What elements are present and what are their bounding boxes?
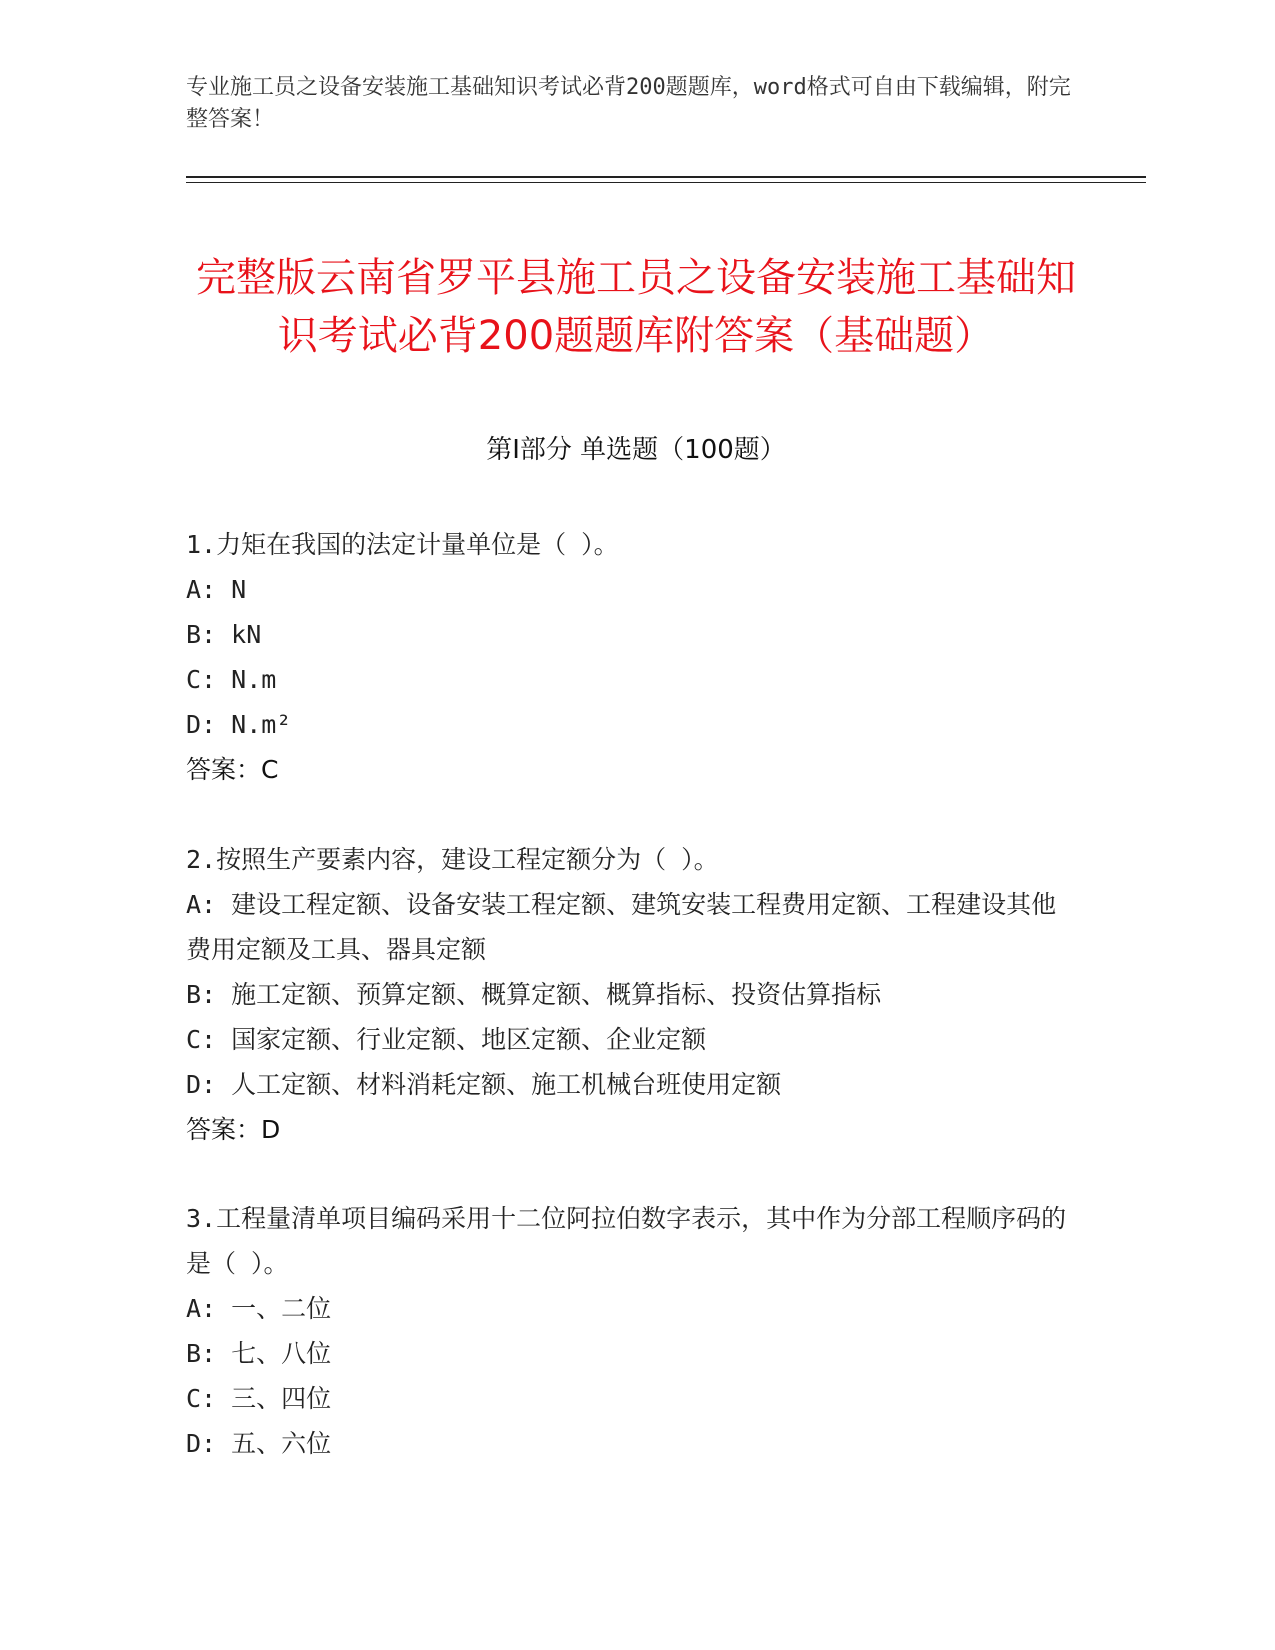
option-d: D: 人工定额、材料消耗定额、施工机械台班使用定额 (186, 1070, 782, 1099)
answer: 答案：C (186, 755, 279, 784)
option-b: B: 七、八位 (186, 1339, 332, 1368)
answer: 答案：D (186, 1115, 281, 1144)
option-b: B: kN (186, 620, 262, 649)
option-b: B: 施工定额、预算定额、概算定额、概算指标、投资估算指标 (186, 980, 882, 1009)
header-note: 专业施工员之设备安装施工基础知识考试必背200题题库，word格式可自由下载编辑，附完整答案！ (186, 75, 1071, 132)
header-divider-thick (186, 176, 1146, 178)
question-stem: 1.力矩在我国的法定计量单位是（ ）。 (186, 530, 619, 559)
question-1 (186, 522, 1076, 792)
option-a: A: 建设工程定额、设备安装工程定额、建筑安装工程费用定额、工程建设其他费用定额及工具、器具定额 (186, 890, 1057, 964)
question-stem: 3.工程量清单项目编码采用十二位阿拉伯数字表示，其中作为分部工程顺序码的是（ ）。 (186, 1204, 1067, 1278)
document-title: 完整版云南省罗平县施工员之设备安装施工基础知识考试必背200题题库附答案（基础题） (196, 254, 1076, 359)
question-stem: 2.按照生产要素内容，建设工程定额分为（ ）。 (186, 845, 719, 874)
question-2 (186, 837, 1076, 1152)
section-title: 第I部分 单选题（100题） (486, 435, 786, 465)
header-divider-thin (186, 182, 1146, 183)
option-c: C: 三、四位 (186, 1384, 332, 1413)
option-d: D: N.m² (186, 710, 292, 739)
option-a: A: N (186, 575, 247, 604)
option-c: C: 国家定额、行业定额、地区定额、企业定额 (186, 1025, 707, 1054)
option-d: D: 五、六位 (186, 1429, 332, 1458)
option-a: A: 一、二位 (186, 1294, 332, 1323)
question-3 (186, 1196, 1076, 1466)
option-c: C: N.m (186, 665, 277, 694)
